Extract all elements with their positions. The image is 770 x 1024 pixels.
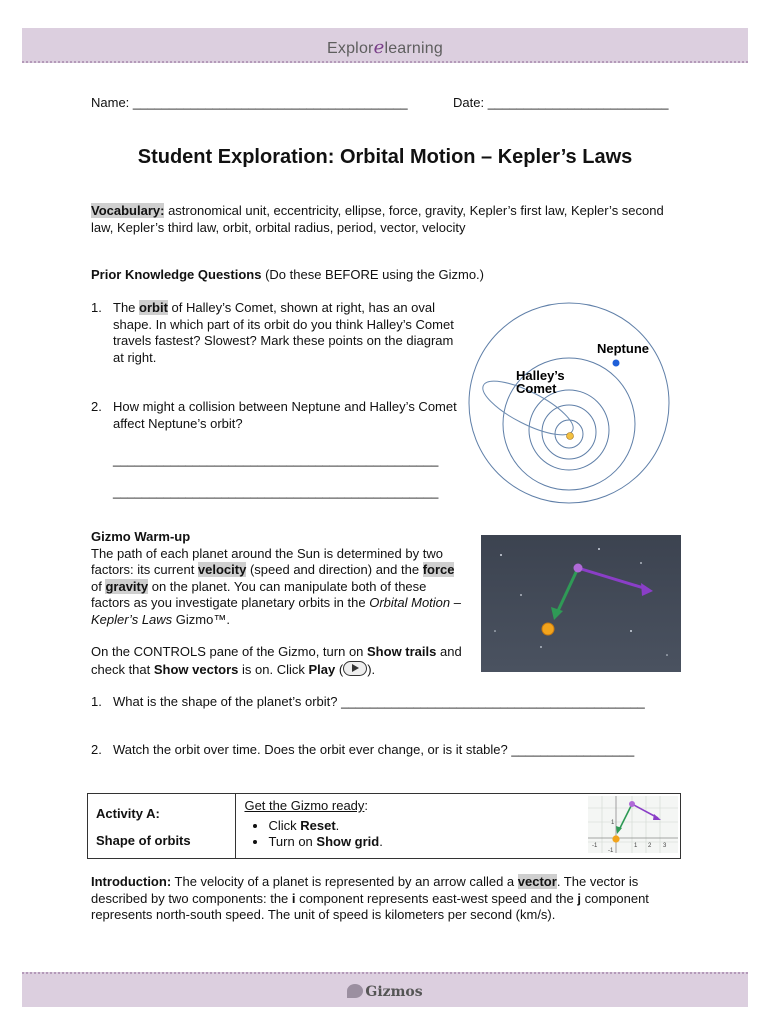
- gizmos-logo-icon: [347, 984, 363, 998]
- warmup-question-2: 2. Watch the orbit over time. Does the orbit ever change, or is it stable? _________________: [91, 742, 635, 757]
- grid-tick-label: 1: [611, 820, 615, 826]
- planet-marker: [629, 801, 635, 807]
- activity-label-cell: Activity A: Shape of orbits: [88, 794, 236, 859]
- question-1: 1. The orbit of Halley’s Comet, shown at right, has an oval shape. In which part of its orbit do you think Halley’s Comet travels fastest? Slowest? Mark these points on the diagram at right.: [91, 300, 454, 365]
- warmup-question-1: 1. What is the shape of the planet’s orbit? __________________________________________: [91, 694, 645, 709]
- grid-thumbnail: [586, 794, 680, 855]
- sun: [567, 433, 574, 440]
- introduction: Introduction: The velocity of a planet is represented by an arrow called a vector. The vector is described by two components: the i component represents east-west speed and the j component represents north-south speed. The unit of speed is kilometers per second (km/s).: [91, 874, 649, 922]
- vocabulary: Vocabulary: astronomical unit, eccentricity, ellipse, force, gravity, Kepler’s first law, Kepler’s second law, Kepler’s third law, orbit, orbital radius, period, vector, velocity: [91, 203, 664, 235]
- prior-knowledge-heading: Prior Knowledge Questions (Do these BEFORE using the Gizmo.): [91, 267, 484, 282]
- warmup-section: Gizmo Warm-up The path of each planet around the Sun is determined by two factors: its current velocity (speed and direction) and the force of gravity on the planet. You can manipulate both of these factors as you investigate planetary orbits in the Orbital Motion – Kepler’s Laws Gizmo™.: [91, 529, 461, 627]
- grid-tick-label: 1: [634, 843, 638, 849]
- neptune-planet: [613, 360, 620, 367]
- grid-tick-label: 2: [648, 843, 652, 849]
- footer-band: [22, 972, 748, 1007]
- answer-line-1[interactable]: _____________________________________________: [113, 452, 439, 467]
- question-2: 2. How might a collision between Neptune and Halley’s Comet affect Neptune’s orbit?: [91, 399, 457, 431]
- grid-tick-label: -1: [608, 848, 614, 854]
- activity-image-cell: [586, 794, 681, 859]
- explorelearning-logo: Explorelearning: [327, 37, 443, 58]
- name-field[interactable]: Name: ______________________________________: [91, 95, 408, 110]
- gizmos-logo: Gizmos: [22, 984, 748, 1000]
- orbit-ring: [529, 390, 609, 470]
- orbit-diagram: [466, 296, 676, 506]
- date-field[interactable]: Date: _________________________: [453, 95, 669, 110]
- answer-line[interactable]: __________________________________________: [341, 694, 645, 709]
- warmup-instructions: On the CONTROLS pane of the Gizmo, turn on Show trails and check that Show vectors is on. Click Play ( ).: [91, 644, 462, 677]
- halley-label: Halley’s: [516, 368, 565, 383]
- answer-line[interactable]: _________________: [511, 742, 635, 757]
- neptune-label: Neptune: [597, 341, 649, 356]
- page-title: Student Exploration: Orbital Motion – Kepler’s Laws: [137, 146, 633, 168]
- answer-line-2[interactable]: _____________________________________________: [113, 484, 439, 499]
- activity-instructions-cell: Get the Gizmo ready: • Click Reset. • Turn on Show grid.: [236, 794, 586, 859]
- play-icon[interactable]: [343, 661, 367, 676]
- orbit-ring: [542, 405, 596, 459]
- neptune-orbit: [469, 303, 669, 503]
- halley-label: Comet: [516, 381, 557, 396]
- grid-tick-label: -1: [592, 843, 598, 849]
- gizmo-screenshot: [481, 535, 681, 672]
- sun-marker: [542, 623, 554, 635]
- bullet-show-grid: • Turn on Show grid.: [268, 834, 578, 849]
- planet-marker: [574, 564, 583, 573]
- bullet-reset: • Click Reset.: [268, 818, 578, 833]
- header-band: [22, 28, 748, 63]
- grid-tick-label: 3: [663, 843, 667, 849]
- activity-table: [87, 793, 681, 859]
- sun-marker: [612, 835, 619, 842]
